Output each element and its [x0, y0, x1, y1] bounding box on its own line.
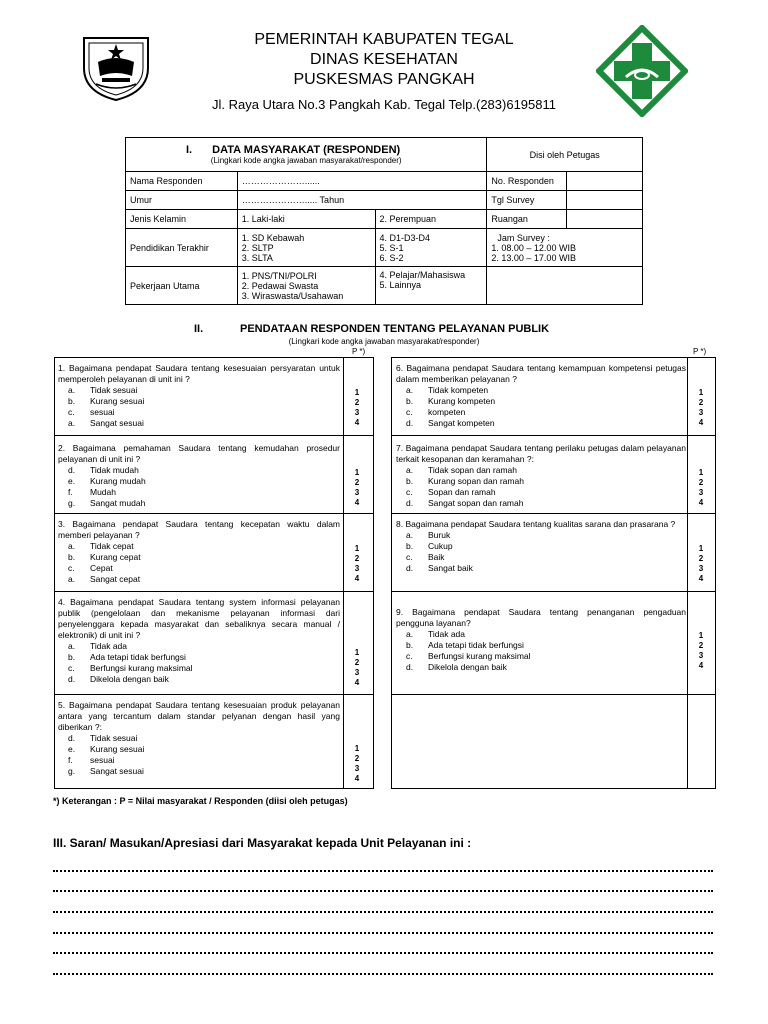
option-letter: a.	[68, 574, 76, 584]
p-column-divider	[687, 695, 688, 789]
option-label: Buruk	[428, 530, 451, 540]
pekerjaan-option[interactable]: 2. Pedawai Swasta	[241, 280, 319, 291]
score-code[interactable]: 2	[354, 658, 360, 667]
answer-option[interactable]	[396, 640, 686, 651]
pendidikan-option[interactable]: 1. SD Kebawah	[241, 232, 305, 243]
saran-line[interactable]	[53, 973, 713, 975]
answer-option[interactable]	[396, 407, 686, 418]
option-label: Sangat sesuai	[90, 418, 144, 428]
score-code[interactable]: 1	[698, 388, 704, 397]
score-code[interactable]: 4	[354, 418, 360, 427]
section3-title: III. Saran/ Masukan/Apresiasi dari Masyarakat kepada Unit Pelayanan ini :	[53, 836, 472, 850]
option-label: Sangat sopan dan ramah	[428, 498, 524, 508]
option-label: Baik	[428, 552, 445, 562]
question-7	[396, 443, 686, 509]
section1-title: DATA MASYARAKAT (RESPONDEN)	[212, 144, 401, 156]
saran-line[interactable]	[53, 870, 713, 872]
score-code[interactable]: 3	[354, 488, 360, 497]
option-label: Tidak sesuai	[90, 733, 138, 743]
answer-option[interactable]	[58, 641, 340, 652]
pekerjaan-label: Pekerjaan Utama	[126, 267, 238, 305]
option-label: Sangat mudah	[90, 498, 146, 508]
score-codes[interactable]	[688, 388, 714, 428]
section1-subtitle: (Lingkari kode angka jawaban masyarakat/responder)	[210, 156, 402, 165]
score-code[interactable]: 2	[354, 398, 360, 407]
option-label: Berfungsi kurang maksimal	[428, 651, 531, 661]
score-code[interactable]: 4	[354, 574, 360, 583]
option-letter: a.	[68, 541, 76, 551]
option-letter: b.	[406, 640, 414, 650]
option-letter: g.	[68, 766, 76, 776]
header-agency: DINAS KESEHATAN	[310, 51, 458, 68]
question-text: 5. Bagaimana pendapat Saudara tentang kesesuaian produk pelayanan antara yang tercantum dalam standar pelyanan dengan hasil yang diberikan ?:	[58, 700, 340, 732]
question-1	[58, 363, 340, 429]
score-code[interactable]: 1	[698, 631, 704, 640]
question-text: 3. Bagaimana pendapat Saudara tentang kecepatan waktu dalam memberi pelayanan ?	[58, 519, 340, 540]
option-letter: d.	[406, 563, 414, 573]
score-codes[interactable]	[344, 744, 370, 784]
empty-box	[391, 694, 716, 789]
umur-label: Umur	[126, 191, 238, 210]
question-text: 1. Bagaimana pendapat Saudara tentang kesesuaian persyaratan untuk memperoleh pelayanan di unit ini ?	[58, 363, 340, 384]
answer-option[interactable]	[396, 629, 686, 640]
answer-option[interactable]	[58, 766, 340, 777]
option-label: Tidak cepat	[90, 541, 134, 551]
score-code[interactable]: 2	[354, 478, 360, 487]
score-code[interactable]: 4	[698, 574, 704, 583]
answer-option[interactable]	[58, 418, 340, 429]
score-code[interactable]: 4	[354, 678, 360, 687]
score-codes[interactable]	[688, 544, 714, 584]
score-code[interactable]: 1	[698, 468, 704, 477]
ruangan-label: Ruangan	[487, 210, 567, 229]
option-letter: a.	[406, 385, 414, 395]
question-text: 8. Bagaimana pendapat Saudara tentang kualitas sarana dan prasarana ?	[396, 519, 676, 529]
section2-subtitle: (Lingkari kode angka jawaban masyarakat/responder)	[288, 337, 480, 346]
option-label: Tidak sesuai	[90, 385, 138, 395]
answer-option[interactable]	[58, 541, 340, 552]
option-letter: c.	[406, 487, 413, 497]
score-code[interactable]: 2	[354, 554, 360, 563]
answer-option[interactable]	[58, 465, 340, 476]
score-code[interactable]: 3	[698, 564, 704, 573]
score-codes[interactable]	[344, 388, 370, 428]
option-label: Sangat kompeten	[428, 418, 495, 428]
option-label: Kurang kompeten	[428, 396, 496, 406]
score-code[interactable]: 1	[698, 544, 704, 553]
score-code[interactable]: 4	[698, 661, 704, 670]
question-text: 7. Bagaimana pendapat Saudara tentang perilaku petugas dalam pelayanan terkait kesopanan dan keramahan ?:	[396, 443, 686, 464]
question-4	[58, 597, 340, 685]
answer-option[interactable]	[396, 396, 686, 407]
pendidikan-option[interactable]: 3. SLTA	[241, 252, 273, 263]
question-text: 2. Bagaimana pemahaman Saudara tentang kemudahan prosedur pelayanan di unit ini ?	[58, 443, 340, 464]
option-letter: b.	[406, 396, 414, 406]
score-codes[interactable]	[344, 648, 370, 688]
answer-option[interactable]	[396, 465, 686, 476]
option-label: Sangat sesuai	[90, 766, 144, 776]
pekerjaan-option[interactable]: 4. Pelajar/Mahasiswa	[379, 270, 466, 280]
option-label: Sopan dan ramah	[428, 487, 496, 497]
score-code[interactable]: 4	[698, 498, 704, 507]
pendidikan-option[interactable]: 6. S-2	[379, 252, 404, 263]
answer-option[interactable]	[396, 563, 686, 574]
option-label: Sangat cepat	[90, 574, 141, 584]
option-label: Kurang sopan dan ramah	[428, 476, 524, 486]
tgl-survey-label: Tgl Survey	[487, 191, 567, 210]
petugas-header: Disi oleh Petugas	[487, 138, 643, 172]
p-column-label-left: P *)	[352, 347, 366, 356]
question-9	[396, 607, 686, 673]
answer-option[interactable]	[396, 418, 686, 429]
option-letter: c.	[406, 651, 413, 661]
score-code[interactable]: 1	[354, 388, 360, 397]
answer-option[interactable]	[396, 662, 686, 673]
option-label: sesuai	[90, 755, 115, 765]
option-letter: c.	[406, 407, 413, 417]
score-code[interactable]: 2	[698, 554, 704, 563]
score-code[interactable]: 4	[354, 498, 360, 507]
option-label: Tidak ada	[428, 629, 466, 639]
option-letter: f.	[68, 755, 73, 765]
score-codes[interactable]	[344, 468, 370, 508]
nama-field[interactable]: …………………......	[237, 172, 487, 191]
jam-survey-option[interactable]: 2. 13.00 – 17.00 WIB	[491, 252, 576, 263]
answer-option[interactable]	[58, 663, 340, 674]
score-code[interactable]: 1	[354, 744, 360, 753]
option-label: Berfungsi kurang maksimal	[90, 663, 193, 673]
question-6	[396, 363, 686, 429]
score-code[interactable]: 3	[698, 408, 704, 417]
option-label: Mudah	[90, 487, 116, 497]
option-letter: c.	[406, 552, 413, 562]
answer-option[interactable]	[58, 755, 340, 766]
option-letter: g.	[68, 498, 76, 508]
nama-label: Nama Responden	[126, 172, 238, 191]
answer-option[interactable]	[58, 563, 340, 574]
pekerjaan-option[interactable]: 5. Lainnya	[379, 280, 422, 290]
option-label: Dikelola dengan baik	[90, 674, 169, 684]
answer-option[interactable]	[58, 744, 340, 755]
answer-option[interactable]	[58, 552, 340, 563]
saran-line[interactable]	[53, 890, 713, 892]
saran-line[interactable]	[53, 911, 713, 913]
header-puskesmas: PUSKESMAS PANGKAH	[293, 71, 475, 88]
question-5	[58, 700, 340, 777]
section2-title: PENDATAAN RESPONDEN TENTANG PELAYANAN PUBLIK	[240, 323, 550, 335]
question-text: 9. Bagaimana pendapat Saudara tentang penanganan pengaduan pengguna layanan?	[396, 607, 686, 628]
option-label: sesuai	[90, 407, 115, 417]
jam-survey-label: Jam Survey :	[497, 232, 550, 243]
option-letter: f.	[68, 487, 73, 497]
option-letter: c.	[68, 563, 75, 573]
option-label: Tidak mudah	[90, 465, 139, 475]
respondent-data-table	[125, 137, 643, 305]
answer-option[interactable]	[58, 498, 340, 509]
score-code[interactable]: 3	[698, 488, 704, 497]
option-letter: d.	[68, 674, 76, 684]
option-letter: a.	[68, 385, 76, 395]
option-letter: d.	[68, 465, 76, 475]
pekerjaan-option[interactable]: 3. Wiraswasta/Usahawan	[241, 290, 344, 301]
score-code[interactable]: 2	[698, 641, 704, 650]
option-label: Cukup	[428, 541, 453, 551]
health-cross-logo	[596, 25, 688, 117]
jenis-kelamin-label: Jenis Kelamin	[126, 210, 238, 229]
score-code[interactable]: 3	[354, 764, 360, 773]
option-label: Ada tetapi tidak berfungsi	[428, 640, 524, 650]
score-code[interactable]: 1	[354, 544, 360, 553]
p-column-label-right: P *)	[693, 347, 707, 356]
jam-survey-option[interactable]: 1. 08.00 – 12.00 WIB	[491, 242, 576, 253]
jenis-kelamin-option-1[interactable]: 1. Laki-laki	[237, 210, 375, 229]
option-label: Ada tetapi tidak berfungsi	[90, 652, 186, 662]
answer-option[interactable]	[58, 385, 340, 396]
option-letter: b.	[68, 396, 76, 406]
option-label: Tidak sopan dan ramah	[428, 465, 517, 475]
option-label: Cepat	[90, 563, 113, 573]
option-letter: d.	[406, 498, 414, 508]
option-letter: b.	[406, 476, 414, 486]
option-letter: c.	[68, 663, 75, 673]
option-letter: a.	[68, 641, 76, 651]
question-text: 6. Bagaimana pendapat Saudara tentang kemampuan kompetensi petugas dalam memberikan pelayanan ?	[396, 363, 686, 384]
score-code[interactable]: 3	[354, 408, 360, 417]
pekerjaan-option[interactable]: 1. PNS/TNI/POLRI	[241, 270, 317, 281]
option-letter: b.	[68, 652, 76, 662]
answer-option[interactable]	[58, 407, 340, 418]
saran-line[interactable]	[53, 932, 713, 934]
score-code[interactable]: 2	[354, 754, 360, 763]
jenis-kelamin-option-2[interactable]: 2. Perempuan	[375, 210, 487, 229]
ruangan-field[interactable]	[567, 210, 643, 229]
keterangan-note: *) Keterangan : P = Nilai masyarakat / Responden (diisi oleh petugas)	[53, 796, 348, 806]
option-label: Dikelola dengan baik	[428, 662, 507, 672]
option-letter: d.	[406, 662, 414, 672]
answer-option[interactable]	[58, 396, 340, 407]
answer-option[interactable]	[58, 674, 340, 685]
score-code[interactable]: 3	[698, 651, 704, 660]
option-letter: a.	[406, 629, 414, 639]
score-code[interactable]: 1	[354, 648, 360, 657]
score-code[interactable]: 2	[698, 478, 704, 487]
answer-option[interactable]	[396, 541, 686, 552]
score-codes[interactable]	[344, 544, 370, 584]
option-label: Kurang sesuai	[90, 396, 145, 406]
answer-option[interactable]	[58, 652, 340, 663]
option-letter: c.	[68, 407, 75, 417]
question-text: 4. Bagaimana pendapat Saudara tentang system informasi pelayanan publik (pengelolaan dan mekanisme pelayanan informasi dari penyelenggara kepada masyarakat dan sebaliknya secara manual / elektronik) di unit ini ?	[58, 597, 340, 640]
answer-option[interactable]	[58, 476, 340, 487]
option-label: Tidak kompeten	[428, 385, 489, 395]
option-letter: b.	[406, 541, 414, 551]
pendidikan-option[interactable]: 5. S-1	[379, 242, 404, 253]
question-2	[58, 443, 340, 509]
answer-option[interactable]	[396, 552, 686, 563]
section1-header-cell	[126, 138, 487, 172]
score-code[interactable]: 4	[698, 418, 704, 427]
option-letter: a.	[406, 465, 414, 475]
pendidikan-label: Pendidikan Terakhir	[126, 229, 238, 267]
answer-option[interactable]	[58, 574, 340, 585]
no-responden-label: No. Responden	[487, 172, 567, 191]
score-codes[interactable]	[688, 468, 714, 508]
answer-option[interactable]	[58, 487, 340, 498]
tgl-survey-field[interactable]	[567, 191, 643, 210]
answer-option[interactable]	[396, 385, 686, 396]
option-label: Sangat baik	[428, 563, 473, 573]
option-letter: a.	[68, 418, 76, 428]
header-government: PEMERINTAH KABUPATEN TEGAL	[254, 31, 514, 48]
answer-option[interactable]	[396, 476, 686, 487]
option-label: Tidak ada	[90, 641, 128, 651]
option-letter: a.	[406, 530, 414, 540]
question-8	[396, 519, 686, 574]
score-code[interactable]: 2	[698, 398, 704, 407]
option-letter: d.	[406, 418, 414, 428]
pendidikan-option[interactable]: 2. SLTP	[241, 242, 274, 253]
section2-number: II.	[194, 323, 204, 335]
option-letter: e.	[68, 744, 76, 754]
umur-field[interactable]: …………………..... Tahun	[237, 191, 487, 210]
option-letter: e.	[68, 476, 76, 486]
score-code[interactable]: 3	[354, 668, 360, 677]
section1-number: I.	[186, 144, 193, 156]
answer-option[interactable]	[396, 487, 686, 498]
answer-option[interactable]	[396, 530, 686, 541]
option-label: Kurang sesuai	[90, 744, 145, 754]
answer-option[interactable]	[396, 498, 686, 509]
score-code[interactable]: 1	[354, 468, 360, 477]
score-code[interactable]: 3	[354, 564, 360, 573]
option-letter: b.	[68, 552, 76, 562]
saran-line[interactable]	[53, 952, 713, 954]
answer-option[interactable]	[58, 733, 340, 744]
answer-option[interactable]	[396, 651, 686, 662]
pendidikan-option[interactable]: 4. D1-D3-D4	[379, 232, 431, 243]
option-label: Kurang mudah	[90, 476, 146, 486]
no-responden-field[interactable]	[567, 172, 643, 191]
question-3	[58, 519, 340, 585]
score-code[interactable]: 4	[354, 774, 360, 783]
option-letter: d.	[68, 733, 76, 743]
option-label: kompeten	[428, 407, 466, 417]
header-address: Jl. Raya Utara No.3 Pangkah Kab. Tegal Telp.(283)6195811	[211, 97, 556, 112]
score-codes[interactable]	[688, 631, 714, 671]
option-label: Kurang cepat	[90, 552, 141, 562]
